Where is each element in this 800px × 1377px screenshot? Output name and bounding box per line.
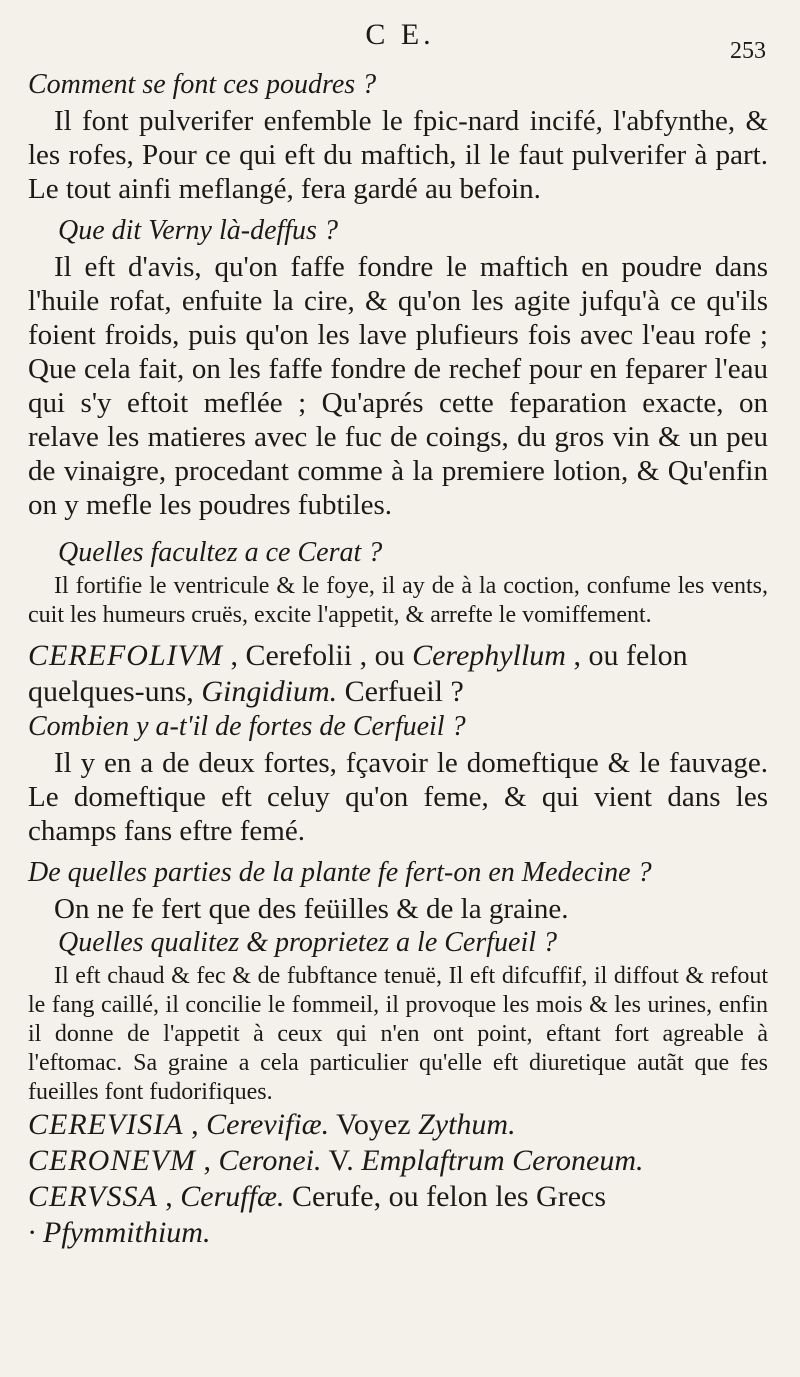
- entry-text: Emplaftrum Ceroneum.: [361, 1144, 644, 1177]
- entry-text: ,: [157, 1180, 181, 1213]
- entry-text: · Pfymmithium.: [28, 1216, 211, 1249]
- entry-text: Cerufe, ou felon les Grecs: [284, 1180, 607, 1213]
- entry-headword: CEREFOLIVM: [28, 639, 223, 672]
- question-heading: Quelles facultez a ce Cerat ?: [58, 537, 383, 568]
- entry-text: ,: [183, 1108, 207, 1141]
- question-heading: Combien y a-t'il de fortes de Cerfueil ?: [28, 711, 466, 742]
- entry-text: Ceronei.: [218, 1144, 322, 1177]
- question-heading: Que dit Verny là-deffus ?: [58, 215, 338, 246]
- question-heading: De quelles parties de la plante fe fert-on en Medecine ?: [28, 857, 652, 888]
- running-head: C E.: [365, 18, 435, 51]
- dictionary-entry-cerefolium: [28, 638, 768, 710]
- entry-text: Voyez: [329, 1108, 419, 1141]
- entry-text: , ou: [352, 639, 413, 672]
- entry-text: , Cerefolii: [222, 639, 353, 672]
- entry-text: Cerevifiæ.: [206, 1108, 330, 1141]
- answer-paragraph: Il fortifie le ventricule & le foye, il ay de à la coction, confume les vents, cuit les humeurs cruës, excite l'appetit, & arrefte le vomiffement.: [28, 573, 768, 628]
- dictionary-entry-cerussa: [28, 1179, 768, 1251]
- entry-headword: CERVSSA: [28, 1180, 158, 1213]
- question-heading: Quelles qualitez & proprietez a le Cerfueil ?: [58, 927, 558, 958]
- entry-text: Ceruffæ.: [180, 1180, 285, 1213]
- entry-text: ,: [195, 1144, 219, 1177]
- answer-paragraph: Il font pulverifer enfemble le fpic-nard incifé, l'abfynthe, & les rofes, Pour ce qui eft du maftich, il le faut pulverifer à part. Le tout ainfi meflangé, fera gardé au befoin.: [28, 105, 768, 205]
- answer-paragraph: Il y en a de deux fortes, fçavoir le domeftique & le fauvage. Le domeftique eft celuy qu'on feme, & qui vient dans les champs fans eftre femé.: [28, 747, 768, 847]
- entry-headword: CEREVISIA: [28, 1108, 184, 1141]
- page-number: 253: [730, 38, 766, 64]
- dictionary-entry-ceroneum: [28, 1143, 768, 1179]
- answer-paragraph: Il eft d'avis, qu'on faffe fondre le maftich en poudre dans l'huile rofat, enfuite la cire, & qu'on les agite jufqu'à ce qu'ils foient froids, puis qu'on les lave plufieurs fois avec l'eau rofe ; Que cela fait, on les faffe fondre de rechef pour en feparer l'eau qui s'y eftoit meflée ; Qu'aprés cette feparation exacte, on relave les matieres avec le fuc de coings, du gros vin & un peu de vinaigre, procedant comme à la premiere lotion, & Qu'enfin on y mefle les poudres fubtiles.: [28, 251, 768, 521]
- question-heading: Comment se font ces poudres ?: [28, 69, 377, 100]
- answer-paragraph: On ne fe fert que des feüilles & de la graine.: [54, 893, 569, 925]
- entry-text: , ou felon quelques-uns,: [28, 639, 688, 708]
- answer-paragraph: Il eft chaud & fec & de fubftance tenuë, Il eft difcuffif, il diffout & refout le fang caillé, il concilie le fommeil, il provoque les mois & les urines, enfin il donne de l'appetit à ceux qui n'en ont point, eftant fort agreable à l'eftomac. Sa graine a cela particulier qu'elle eft diuretique autãt que fes fueilles font fudorifiques.: [28, 963, 768, 1105]
- page-content: [28, 68, 768, 1251]
- entry-text: Cerfueil ?: [337, 675, 464, 708]
- dictionary-entry-cerevisia: [28, 1107, 768, 1143]
- entry-text: Zythum.: [418, 1108, 516, 1141]
- entry-text: Gingidium.: [201, 675, 338, 708]
- entry-headword: CERONEVM: [28, 1144, 196, 1177]
- entry-text: Cerephyllum: [412, 639, 566, 672]
- entry-text: V.: [321, 1144, 362, 1177]
